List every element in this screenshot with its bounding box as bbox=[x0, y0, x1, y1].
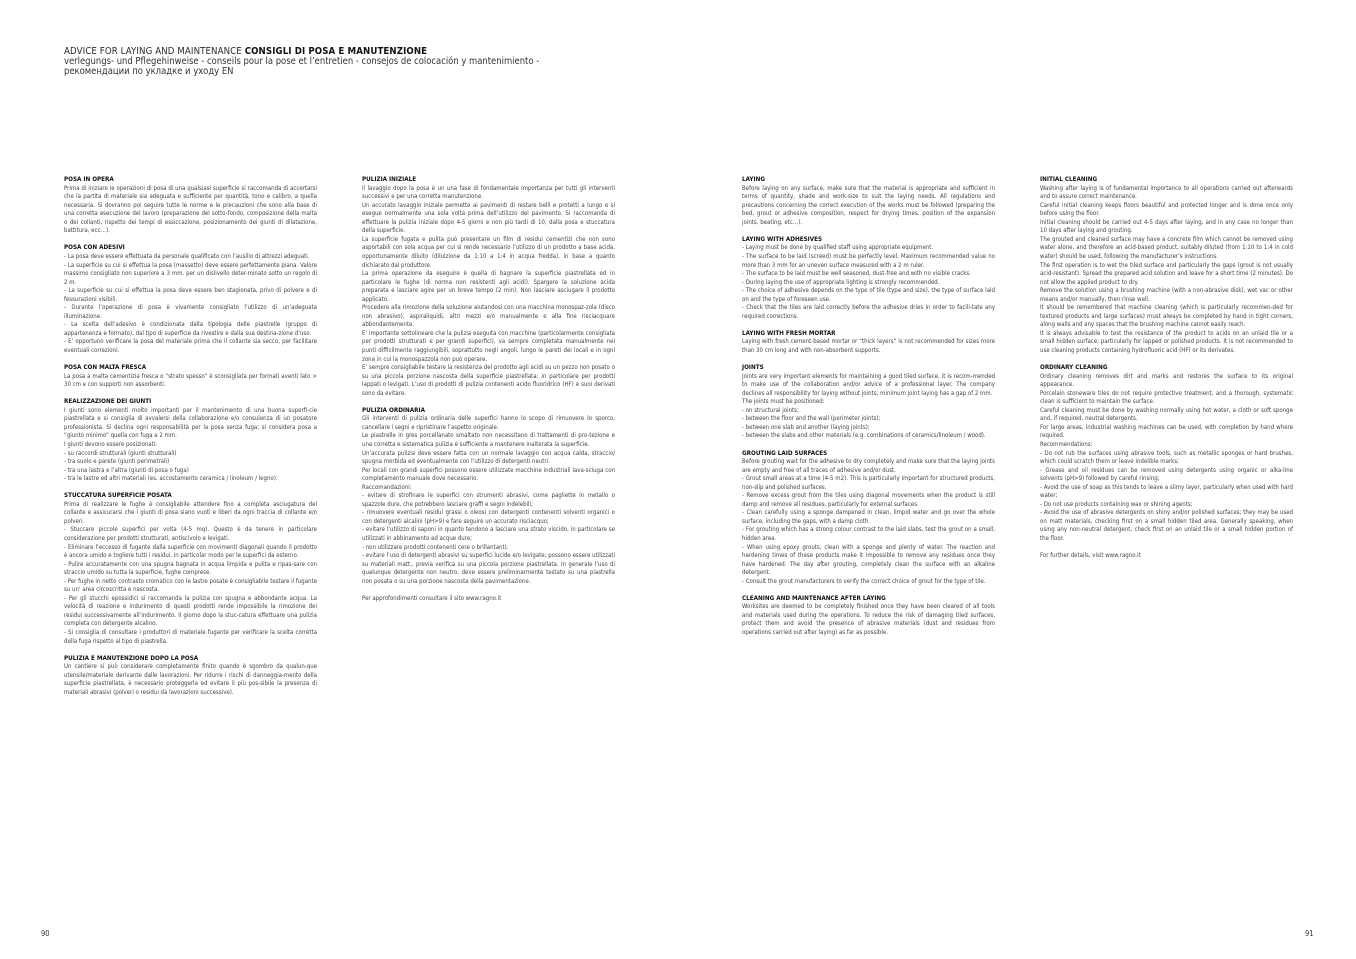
column-italian-1 bbox=[64, 176, 317, 706]
title-light: ADVICE FOR LAYING AND MAINTENANCE bbox=[64, 46, 245, 57]
column-italian-2 bbox=[362, 176, 615, 612]
section-heading: PULIZIA E MANUTENZIONE DOPO LA POSA bbox=[64, 654, 199, 662]
section-heading: INITIAL CLEANING bbox=[1040, 176, 1098, 183]
column-english-1 bbox=[742, 176, 995, 646]
section-body: I giunti sono elementi molto importanti per il mantenimento di una buona superfi-cie piastrellata e si consiglia di avvalersi della collaborazione e/o consulenza di un posatore professionista. Si declina ogni responsabilità per la posa senza fuga; si considera posa a “giunto minimo” quella con fuga a 2 mm. I giunti devono essere posizionati: - su raccordi strutturali (giunti strutturali) - tra suolo e parete (giunti perimetrali) - tra una lastra e l’altra (giunti di posa o fuga) - tra le lastre ed altri materiali (es. accostamento ceramica / linoleum / legno). bbox=[64, 406, 317, 483]
section-heading: PULIZIA ORDINARIA bbox=[362, 406, 426, 414]
section-heading: CLEANING AND MAINTENANCE AFTER LAYING bbox=[742, 594, 886, 602]
section-body: La posa a malta cementizia fresca o “strato spesso” è sconsigliata per formati aventi lato > 30 cm e con supporti non assorbenti. bbox=[64, 372, 317, 389]
section-body: Before laying on any surface, make sure that the material is appropriate and sufficient in terms of quantity, shade and work-size to suit the laying needs. All regulations and precautions concerning the correct execution of the works must be followed (preparing the bed, grout or adhesive composition, respect for drying times, position of the expansion joints, beating, etc…). bbox=[742, 184, 995, 226]
section-heading: GROUTING LAID SURFACES bbox=[742, 449, 828, 457]
title-bold: CONSIGLI DI POSA E MANUTENZIONE bbox=[244, 46, 428, 57]
section-body: Washing after laying is of fundamental importance to all operations carried out afterwards and to assure correct maintenance. Careful initial cleaning keeps floors beautiful and protected longer and is done once only before using the floor. Initial cleaning should be carried out 4-5 days after laying, and in any case no longer than 10 days after laying and grouting. The grouted and cleaned surface may have a concrete film which cannot be removed using water alone, and therefore an acid-based product, suitably diluted (from 1:10 to 1:4 in cold water) should be used, following the manufacturer’s instructions. The first operation is to wet the tiled surface and particularly the gaps (grout is not usually acid-resistant). Spread the prepared acid solution and leave for a short time (2 minutes). Do not allow the applied product to dry. Remove the solution using a brushing machine (with a non-abrasive disk), wet vac or other means and/or manually, then rinse well. It should be remembered that machine cleaning (which is particularly recommen-ded for textured products and large surfaces) must always be completed by hand in tight corners, along walls and any spaces that the brushing machine cannot easily reach. It is always advisable to test the resistance of the product to acids on an unlaid tile or a small hidden surface; particularly for lapped or polished products. It is not recommended to use cleaning products containing hydrofluoric acid (HF) or its derivates. bbox=[1040, 184, 1293, 354]
subtitle-line-1: verlegungs- und Pflegehinweise - conseils pour la pose et l’entretien - consejos de colocación y mantenimiento - bbox=[64, 56, 540, 67]
page-number-right: 91 bbox=[1305, 929, 1314, 938]
section-body: Worksites are deemed to be completely finished once they have been cleared of all tools and materials used during the operations. To reduce the risk of damaging tiled surfaces, protect them and avoid the presence of abrasive materials (dust and residues from operations carried out after laying) as far as possible. bbox=[742, 603, 995, 637]
section-heading: LAYING bbox=[742, 176, 765, 183]
section-heading: LAYING WITH ADHESIVES bbox=[742, 235, 823, 243]
section-body: Per approfondimenti consultare il sito www.ragno.it bbox=[362, 594, 502, 602]
section-body: - Laying must be done by qualified staff using appropriate equipment. - The surface to be laid (screed) must be perfectly level. Maximum recommended value no more than 3 mm for an uneven surface measured with a 2 m ruler. - The surface to be laid must be well seasoned, dust-free and with no visible cracks. - During laying the use of appropriate lighting is strongly recommended. - The choice of adhesive depends on the type of tile (type and size), the type of surface laid on and the type of foreseen use. - Check that the tiles are laid correctly before the adhesive dries in order to facili-tate any required corrections. bbox=[742, 244, 995, 320]
page-header bbox=[64, 46, 704, 77]
section-body: Joints are very important elements for maintaining a good tiled surface, it is recom-mended to make use of the collaboration and/or advice of a professional layer. The company declines all responsibility for laying without joints; minimum joint laying has a gap of 2 mm. The joints must be positioned: - on structural joints; - between the floor and the wall (perimeter joints); - between one slab and another (laying joints); - between the slabs and other materials (e.g. combinations of ceramics/linoleum / wood). bbox=[742, 372, 995, 440]
section-heading: LAYING WITH FRESH MORTAR bbox=[742, 329, 836, 337]
section-body: Gli interventi di pulizia ordinaria delle superfici hanno lo scopo di rimuovere lo sporco, cancellare i segni e ripristinare l’aspetto originale. Le piastrelle in gres porcellanato smaltato non necessitano di trattamenti di pro-tezione e una corretta e sistematica pulizia è sufficiente a mantenere inalterata la superficie. Un’accurata pulizia deve essere fatta con un normale lavaggio con acqua calda, straccio/ spugna morbida ed eventualmente con l’utilizzo di detergenti neutri. Per locali con grandi superfici possono essere utilizzate macchine industriali lava-sciuga con completamento manuale dove necessario. Raccomandazioni: - evitare di strofinare le superfici con strumenti abrasivi, come pagliette in metallo o spazzole dure, che potrebbero lasciare graffi e segni indelebili; - rimuovere eventuali residui grassi o oleosi con detergenti contenenti solventi organici o con detergenti alcalini (pH>9) e fare seguire un accurato risciacquo; - evitare l’utilizzo di saponi in quanto tendono a lasciare una strato viscido, in particolare se utilizzati in abbinamento ad acque dure; - non utilizzare prodotti contenenti cere o brillantanti; - evitare l’uso di detergenti abrasivi su superfici lucide e/o levigate; possono essere utilizzati su materiali matt., previa verifica su una piccola porzione piastrellata. In generale l’uso di qualunque detergente non neutro, deve essere preliminarmente testato su una piastrella non posata o su una porzione nascosta della pavimentazione. bbox=[362, 415, 615, 585]
section-body: Prima di iniziare le operazioni di posa di una qualsiasi superficie si raccomanda di accertarsi che la partita di materiale sia adeguata e sufficiente per quantità, tono e calibro, a quella necessaria. Si dovranno poi seguire tutte le norme e le precauzioni che sono alla base di una corretta esecuzione del lavoro (preparazione del sotto-fondo, composizione della malta o dei collanti, rispetto dei tempi di essiccazione, posizionamento dei giunti di dilatazione, battitura, ecc…). bbox=[64, 184, 317, 235]
section-body: - La posa deve essere effettuata da personale qualificato con l’ausilio di attrezzi adeguati. - La superficie su cui si effettua la posa (massetto) deve essere perfettamente piana. Valore massimo consigliato non superiore a 3 mm. per un dislivello deter-minato sotto un regolo di 2 m. - La superficie su cui si effettua la posa deve essere ben stagionata, privo di polvere e di fessurazioni visibili. - Durante l’operazione di posa è vivamente consigliato l’utilizzo di un’adeguata illuminazione. - La scelta dell’adesivo è condizionata dalla tipologia delle piastrelle (gruppo di appartenenza e formato), dal tipo di superficie da rivestire e dalla sua destina-zione d’uso. - E’ opportuno verificare la posa del materiale prima che il collante sia secco, per facilitare eventuali correzioni. bbox=[64, 252, 317, 354]
section-body: Prima di realizzare le fughe è consigliabile attendere fino a completa asciugatura del collante e assicurarsi che i giunti di posa siano vuoti e liberi da ogni traccia di collante e/o polveri. - Stuccare piccole superfici per volta (4-5 mq). Questo è da tenere in particolare considerazione per prodotti strutturati, antiscivolo e levigati. - Eliminare l’eccesso di fugante dalla superficie con movimenti diagonali quando il prodotto è ancora umido e togliere tutti i residui, in particolar modo per le superfici da esterno. - Pulire accuratamente con una spugna bagnata in acqua limpida e pulita e ripas-sare con straccio umido su tutta la superficie, fughe comprese. - Per fughe in netto contrasto cromatico con le lastre posate è consigliabile testare il fugante su un’ area circoscritta e nascosta. - Per gli stucchi epossidici si raccomanda la pulizia con spugna e abbondante acqua. La velocità di reazione e indurimento di questi prodotti rende impossibile la rimozione dei residui successivamente all’indurimento. Il giorno dopo la stuc-catura effettuare una pulizia completa con detergente alcalino. - Si consiglia di consultare i produttori di materiale fugante per verificare la scelta corretta della fuga rispetto al tipo di piastrella. bbox=[64, 500, 318, 645]
section-heading: JOINTS bbox=[742, 364, 764, 372]
section-heading: PULIZIA INIZIALE bbox=[362, 176, 417, 183]
section-heading: POSA IN OPERA bbox=[64, 176, 114, 183]
section-heading: STUCCATURA SUPERFICIE POSATA bbox=[64, 492, 172, 500]
column-english-2 bbox=[1040, 176, 1293, 569]
section-body: Il lavaggio dopo la posa è un una fase di fondamentale importanza per tutti gli interventi successivi e per una corretta manutenzione. Un accurato lavaggio iniziale permette ai pavimenti di restare belli e protetti a lungo e si esegue normalmente una sola volta prima dell’utilizzo del pavimento. Si raccomanda di effettuare la pulizia iniziale dopo 4-5 giorni e non più tardi di 10, dalla posa e stuccatura della superficie. La superficie fugata e pulita può presentare un film di residui cementizi che non sono asportabili con sola acqua per cui si rende necessario l’utilizzo di un prodotto a base acida, opportunamente diluito (diluizione da 1:10 a 1:4 in acqua fredda), in base a quanto dichiarato dal produttore. La prima operazione da eseguire è quella di bagnare la superficie piastrellata ed in particolare le fughe (di norma non resistenti agli acidi). Spargere la soluzione acida preparata e lasciare agire per un breve tempo (2 min). Non lasciare asciugare il prodotto applicato. Procedere alla rimozione della soluzione aiutandosi con una macchina monospaz-zola (disco non abrasivo), aspiraliquidi, altri mezzi e/o manualmente e alla fine risciacquare abbondantemente. E’ importante sottolineare che la pulizia eseguita con macchine (particolarmente consigliata per prodotti strutturati e per grandi superfici), va sempre completata manualmente nei punti difficilmente raggiungibili, soprattutto negli angoli, lungo le pareti dei locali e in ogni zona in cui la monospazzola non può operare. E’ sempre consigliabile testare la resistenza del prodotto agli acidi su un pezzo non posato o su una piccola porzione nascosta della superficie piastrellata; in particolare per prodotti lappati o levigati. L’uso di prodotti di pulizia contenenti acido fluoridrico (HF) e suoi derivati sono da evitare. bbox=[362, 184, 615, 397]
section-heading: POSA CON ADESIVI bbox=[64, 244, 125, 252]
page-number-left: 90 bbox=[41, 929, 50, 938]
section-body: Un cantiere si può considerare completamente finito quando è sgombro da qualun-que utensile/materiale derivante dalle lavorazioni. Per ridurre i rischi di danneggia-mento della superficie piastrellata, è necessario proteggerla ed evitare il più pos-sibile la presenza di materiali abrasivi (polveri o residui da lavorazioni successive). bbox=[64, 663, 317, 696]
section-body: Before grouting wait for the adhesive to dry completely and make sure that the laying joints are empty and free of all traces of adhesive and/or dust. - Grout small areas at a time (4-5 m2). This is particularly important for structured products, non-slip and polished surfaces. - Remove excess grout from the tiles using diagonal movements when the product is still damp and remove all residues, particularly for external surfaces. - Clean carefully using a sponge dampened in clean, limpid water and go over the whole surface, including the gaps, with a damp cloth. - For grouting which has a strong colour contrast to the laid slabs, test the grout on a small, hidden area. - When using epoxy grouts, clean with a sponge and plenty of water. The reaction and hardening times of these products make it impossible to remove any residues once they have hardened. The day after grouting, completely clean the surface with an alkaline detergent. - Consult the grout manufacturers to verify the correct choice of grout for the type of tile. bbox=[742, 458, 995, 585]
section-heading: POSA CON MALTA FRESCA bbox=[64, 364, 147, 372]
section-heading: REALIZZAZIONE DEI GIUNTI bbox=[64, 398, 152, 406]
section-body: Laying with fresh cement-based mortar or “thick layers” is not recommended for sizes more than 30 cm long and with non-absorbent supports. bbox=[742, 338, 995, 354]
section-body: Ordinary cleaning removes dirt and marks and restores the surface to its original appearance. Porcelain stoneware tiles do not require protective treatment, and a thorough, systematic clean is sufficient to maintain the surface. Careful cleaning must be done by washing normally using hot water, a cloth or soft sponge and, if required, neutral detergents. For large areas, industrial washing machines can be used, with completion by hand where required. Recommendations: - Do not rub the surfaces using abrasive tools, such as metallic sponges or hard brushes, which could scratch them or leave indelible marks; - Grease and oil residues can be removed using detergents using organic or alka-line solvents (pH>9) followed by careful rinsing; - Avoid the use of soap as this tends to leave a slimy layer, particularly when used with hard water; - Do not use products containing wax or shining agents; - Avoid the use of abrasive detergents on shiny and/or polished surfaces; they may be used on matt materials, checking first on a small hidden tiled area. Generally speaking, when using any non-neutral detergent, check first on an unlaid tile or a small hidden portion of the floor. bbox=[1040, 372, 1293, 543]
section-heading: ORDINARY CLEANING bbox=[1040, 364, 1108, 372]
subtitle-line-2: рекомендации по укладке и уходу EN bbox=[64, 65, 234, 77]
section-body: For further details, visit www.ragno.it bbox=[1040, 552, 1141, 560]
